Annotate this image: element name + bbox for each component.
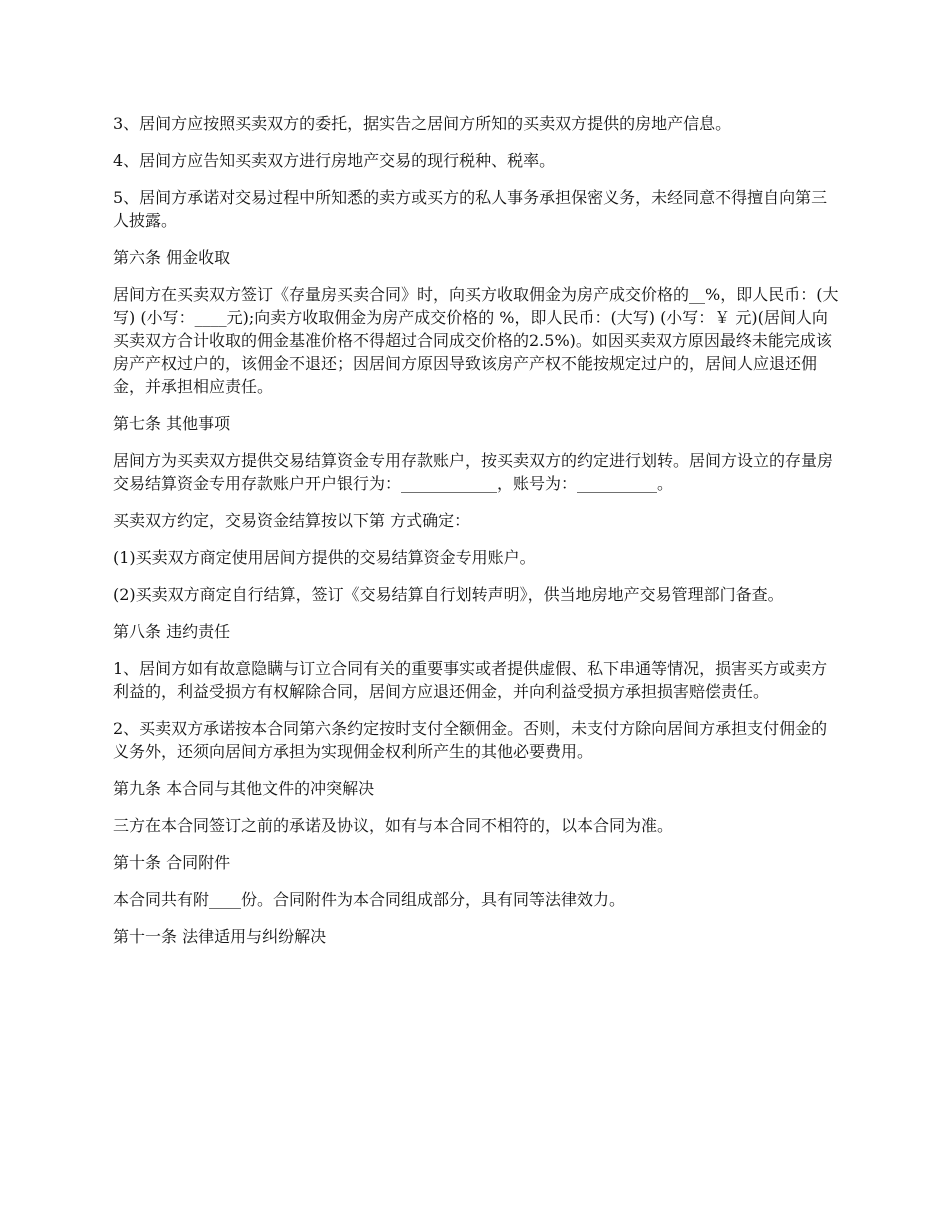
- article-6-heading: 第六条 佣金收取: [113, 248, 231, 267]
- settlement-method-text: 买卖双方约定，交易资金结算按以下第 方式确定：: [113, 511, 471, 530]
- article-8-heading: 第八条 违约责任: [113, 622, 231, 641]
- article-8-clause-2: 2、买卖双方承诺按本合同第六条约定按时支付全额佣金。否则，未支付方除向居间方承担支付佣金的义务外，还须向居间方承担为实现佣金权利所产生的其他必要费用。: [113, 719, 828, 761]
- article-9-heading: 第九条 本合同与其他文件的冲突解决: [113, 779, 375, 798]
- article-11-heading: 第十一条 法律适用与纠纷解决: [113, 927, 327, 946]
- article-10-text: 本合同共有附____份。合同附件为本合同组成部分，具有同等法律效力。: [113, 890, 626, 909]
- article-7-heading: 第七条 其他事项: [113, 414, 231, 433]
- article-10-heading: 第十条 合同附件: [113, 853, 231, 872]
- document-body: [113, 112, 843, 962]
- settlement-option-2: (2)买卖双方商定自行结算，签订《交易结算自行划转声明》，供当地房地产交易管理部门备查。: [113, 585, 784, 604]
- settlement-option-1: (1)买卖双方商定使用居间方提供的交易结算资金专用账户。: [113, 548, 536, 567]
- clause-3-agent-info: 3、居间方应按照买卖双方的委托，据实告之居间方所知的买卖双方提供的房地产信息。: [113, 114, 732, 133]
- article-6-commission-text: 居间方在买卖双方签订《存量房买卖合同》时，向买方收取佣金为房产成交价格的__%，即人民币：(大写) (小写：____元);向卖方收取佣金为房产成交价格的 %，即人民币：(大写) (小写：￥ 元)(居间人向买卖双方合计收取的佣金基准价格不得超过合同成交价格的2.5%)。如因买卖双方原因最终未能完成该房产产权过户的，该佣金不退还；因居间方原因导致该房产产权不能按规定过户的，居间人应退还佣金，并承担相应责任。: [113, 285, 839, 396]
- article-8-clause-1: 1、居间方如有故意隐瞒与订立合同有关的重要事实或者提供虚假、私下串通等情况，损害买方或卖方利益的，利益受损方有权解除合同，居间方应退还佣金，并向利益受损方承担损害赔偿责任。: [113, 659, 828, 701]
- clause-4-tax-notice: 4、居间方应告知买卖双方进行房地产交易的现行税种、税率。: [113, 151, 556, 170]
- article-7-account-text: 居间方为买卖双方提供交易结算资金专用存款账户，按买卖双方的约定进行划转。居间方设立的存量房交易结算资金专用存款账户开户银行为：____________，账号为：__________。: [113, 451, 834, 493]
- article-9-text: 三方在本合同签订之前的承诺及协议，如有与本合同不相符的，以本合同为准。: [113, 816, 674, 835]
- clause-5-confidentiality: 5、居间方承诺对交易过程中所知悉的卖方或买方的私人事务承担保密义务，未经同意不得擅自向第三人披露。: [113, 188, 828, 230]
